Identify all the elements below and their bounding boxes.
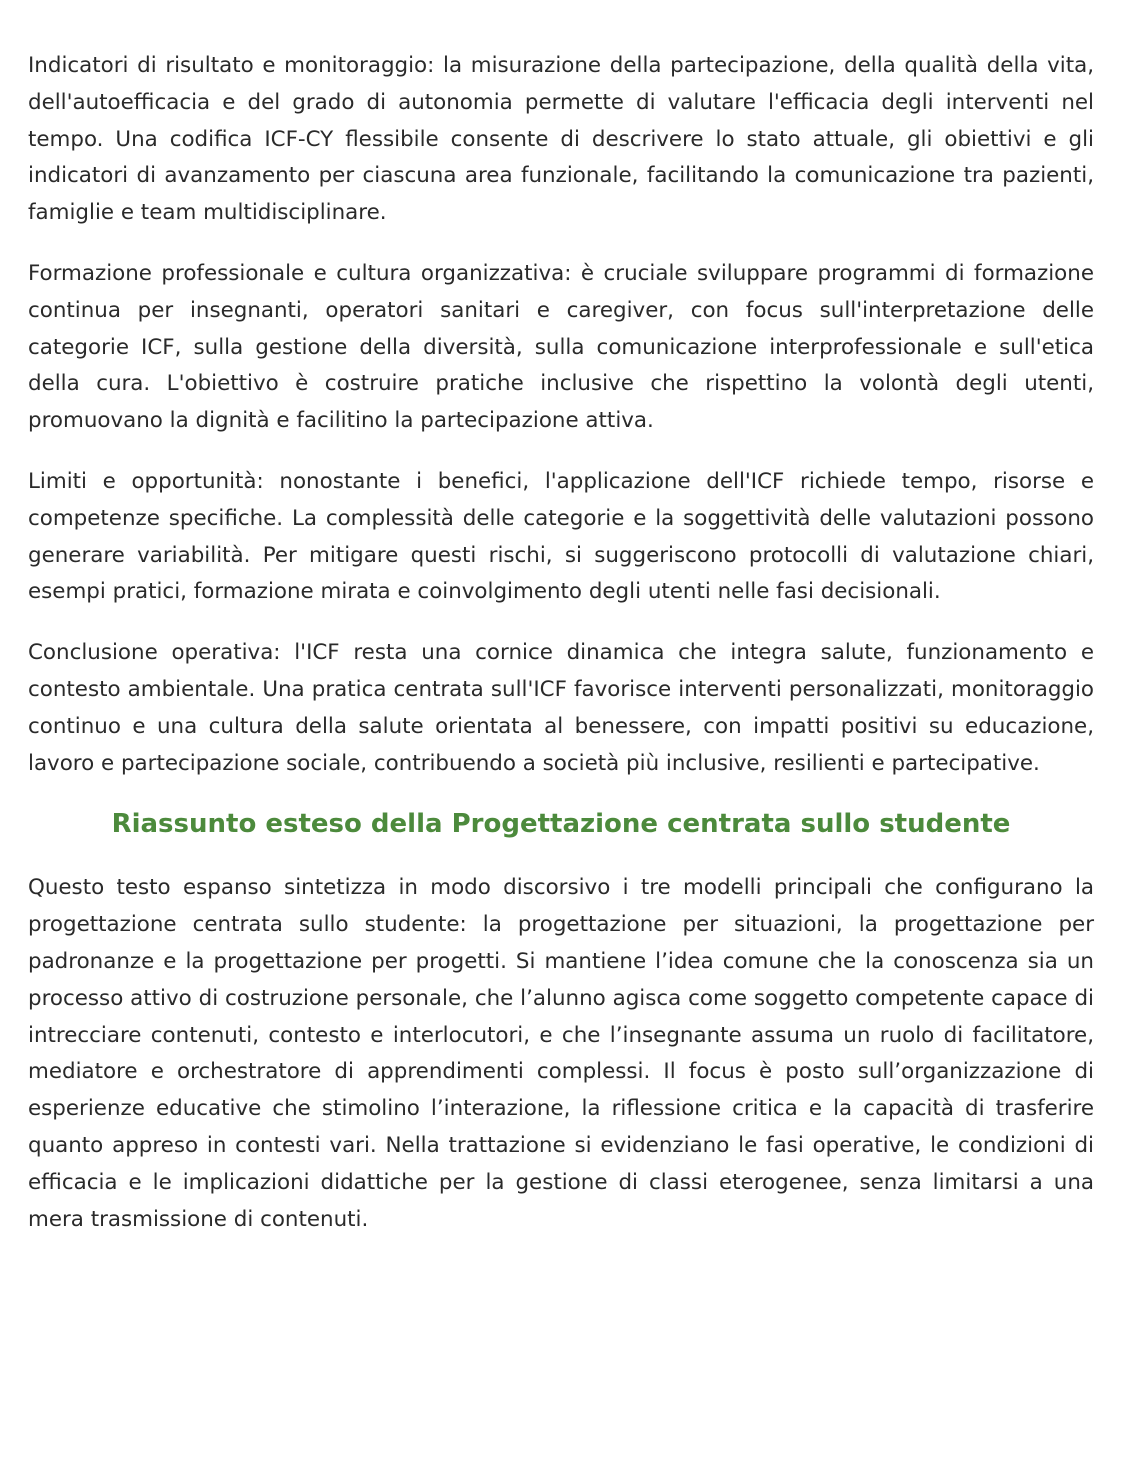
paragraph-conclusione: Conclusione operativa: l'ICF resta una cornice dinamica che integra salute, funzionamento e contesto ambientale. Una pratica centrata sull'ICF favorisce interventi personalizzati, monitoraggio continuo e una cultura della salute orientata al benessere, con impatti positivi su educazione, lavoro e partecipazione sociale, contribuendo a società più inclusive, resilienti e partecipative. — [28, 640, 1094, 776]
paragraph-limiti: Limiti e opportunità: nonostante i benefici, l'applicazione dell'ICF richiede tempo, risorse e competenze specifiche. La complessità delle categorie e la soggettività delle valutazioni possono generare variabilità. Per mitigare questi rischi, si suggeriscono protocolli di valutazione chiari, esempi pratici, formazione mirata e coinvolgimento degli utenti nelle fasi decisionali. — [28, 468, 1094, 605]
section-heading: Riassunto esteso della Progettazione centrata sullo studente — [111, 809, 1011, 840]
paragraph-riassunto: Questo testo espanso sintetizza in modo discorsivo i tre modelli principali che configurano la progettazione centrata sullo studente: la progettazione per situazioni, la progettazione per padronanze e la progettazione per progetti. Si mantiene l’idea comune che la conoscenza sia un processo attivo di costruzione personale, che l’alunno agisca come soggetto competente capace di intrecciare contenuti, contesto e interlocutori, e che l’insegnante assuma un ruolo di facilitatore, mediatore e orchestratore di apprendimenti complessi. Il focus è posto sull’organizzazione di esperienze educative che stimolino l’interazione, la riflessione critica e la capacità di trasferire quanto appreso in contesti vari. Nella trattazione si evidenziano le fasi operative, le condizioni di efficacia e le implicazioni didattiche per la gestione di classi eterogenee, senza limitarsi a una mera trasmissione di contenuti. — [28, 875, 1094, 1232]
document-page — [28, 48, 1094, 1262]
paragraph-indicatori: Indicatori di risultato e monitoraggio: la misurazione della partecipazione, della qualità della vita, dell'autoefficacia e del grado di autonomia permette di valutare l'efficacia degli interventi nel tempo. Una codifica ICF-CY flessibile consente di descrivere lo stato attuale, gli obiettivi e gli indicatori di avanzamento per ciascuna area funzionale, facilitando la comunicazione tra pazienti, famiglie e team multidisciplinare. — [28, 53, 1094, 226]
paragraph-formazione: Formazione professionale e cultura organizzativa: è cruciale sviluppare programmi di formazione continua per insegnanti, operatori sanitari e caregiver, con focus sull'interpretazione delle categorie ICF, sulla gestione della diversità, sulla comunicazione interprofessionale e sull'etica della cura. L'obiettivo è costruire pratiche inclusive che rispettino la volontà degli utenti, promuovano la dignità e facilitino la partecipazione attiva. — [28, 260, 1094, 434]
